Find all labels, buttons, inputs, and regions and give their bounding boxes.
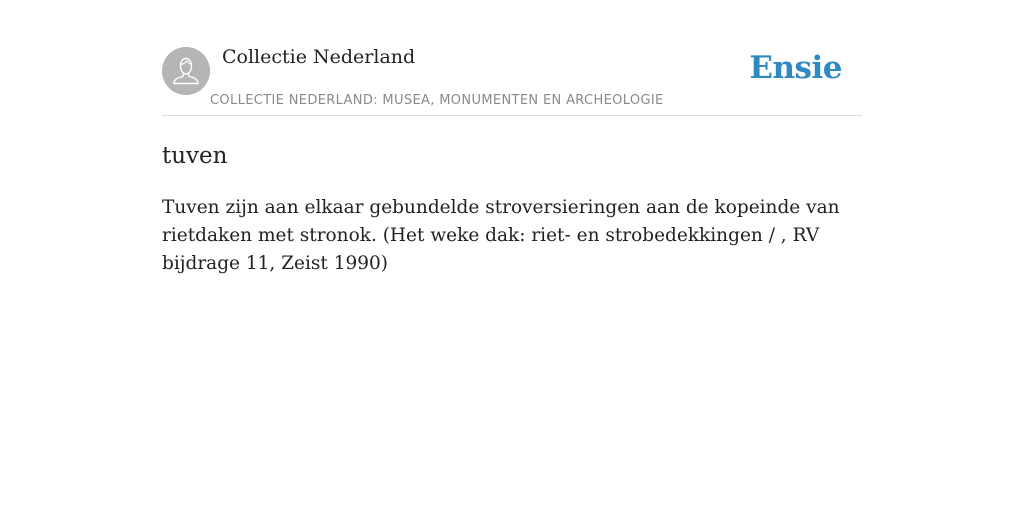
user-silhouette-icon bbox=[162, 47, 210, 95]
author-name[interactable]: Collectie Nederland bbox=[222, 46, 416, 68]
brand-logo[interactable]: Ensie bbox=[749, 50, 842, 86]
entry-term: tuven bbox=[162, 143, 228, 169]
author-avatar[interactable] bbox=[162, 47, 210, 95]
entry-card bbox=[162, 42, 862, 278]
entry-header bbox=[162, 42, 862, 116]
source-label[interactable]: COLLECTIE NEDERLAND: MUSEA, MONUMENTEN EN ARCHEOLOGIE bbox=[210, 93, 664, 108]
entry-definition: Tuven zijn aan elkaar gebundelde stroversieringen aan de kopeinde van rietdaken met stronok. (Het weke dak: riet- en strobedekkingen / , RV bijdrage 11, Zeist 1990) bbox=[162, 197, 840, 274]
